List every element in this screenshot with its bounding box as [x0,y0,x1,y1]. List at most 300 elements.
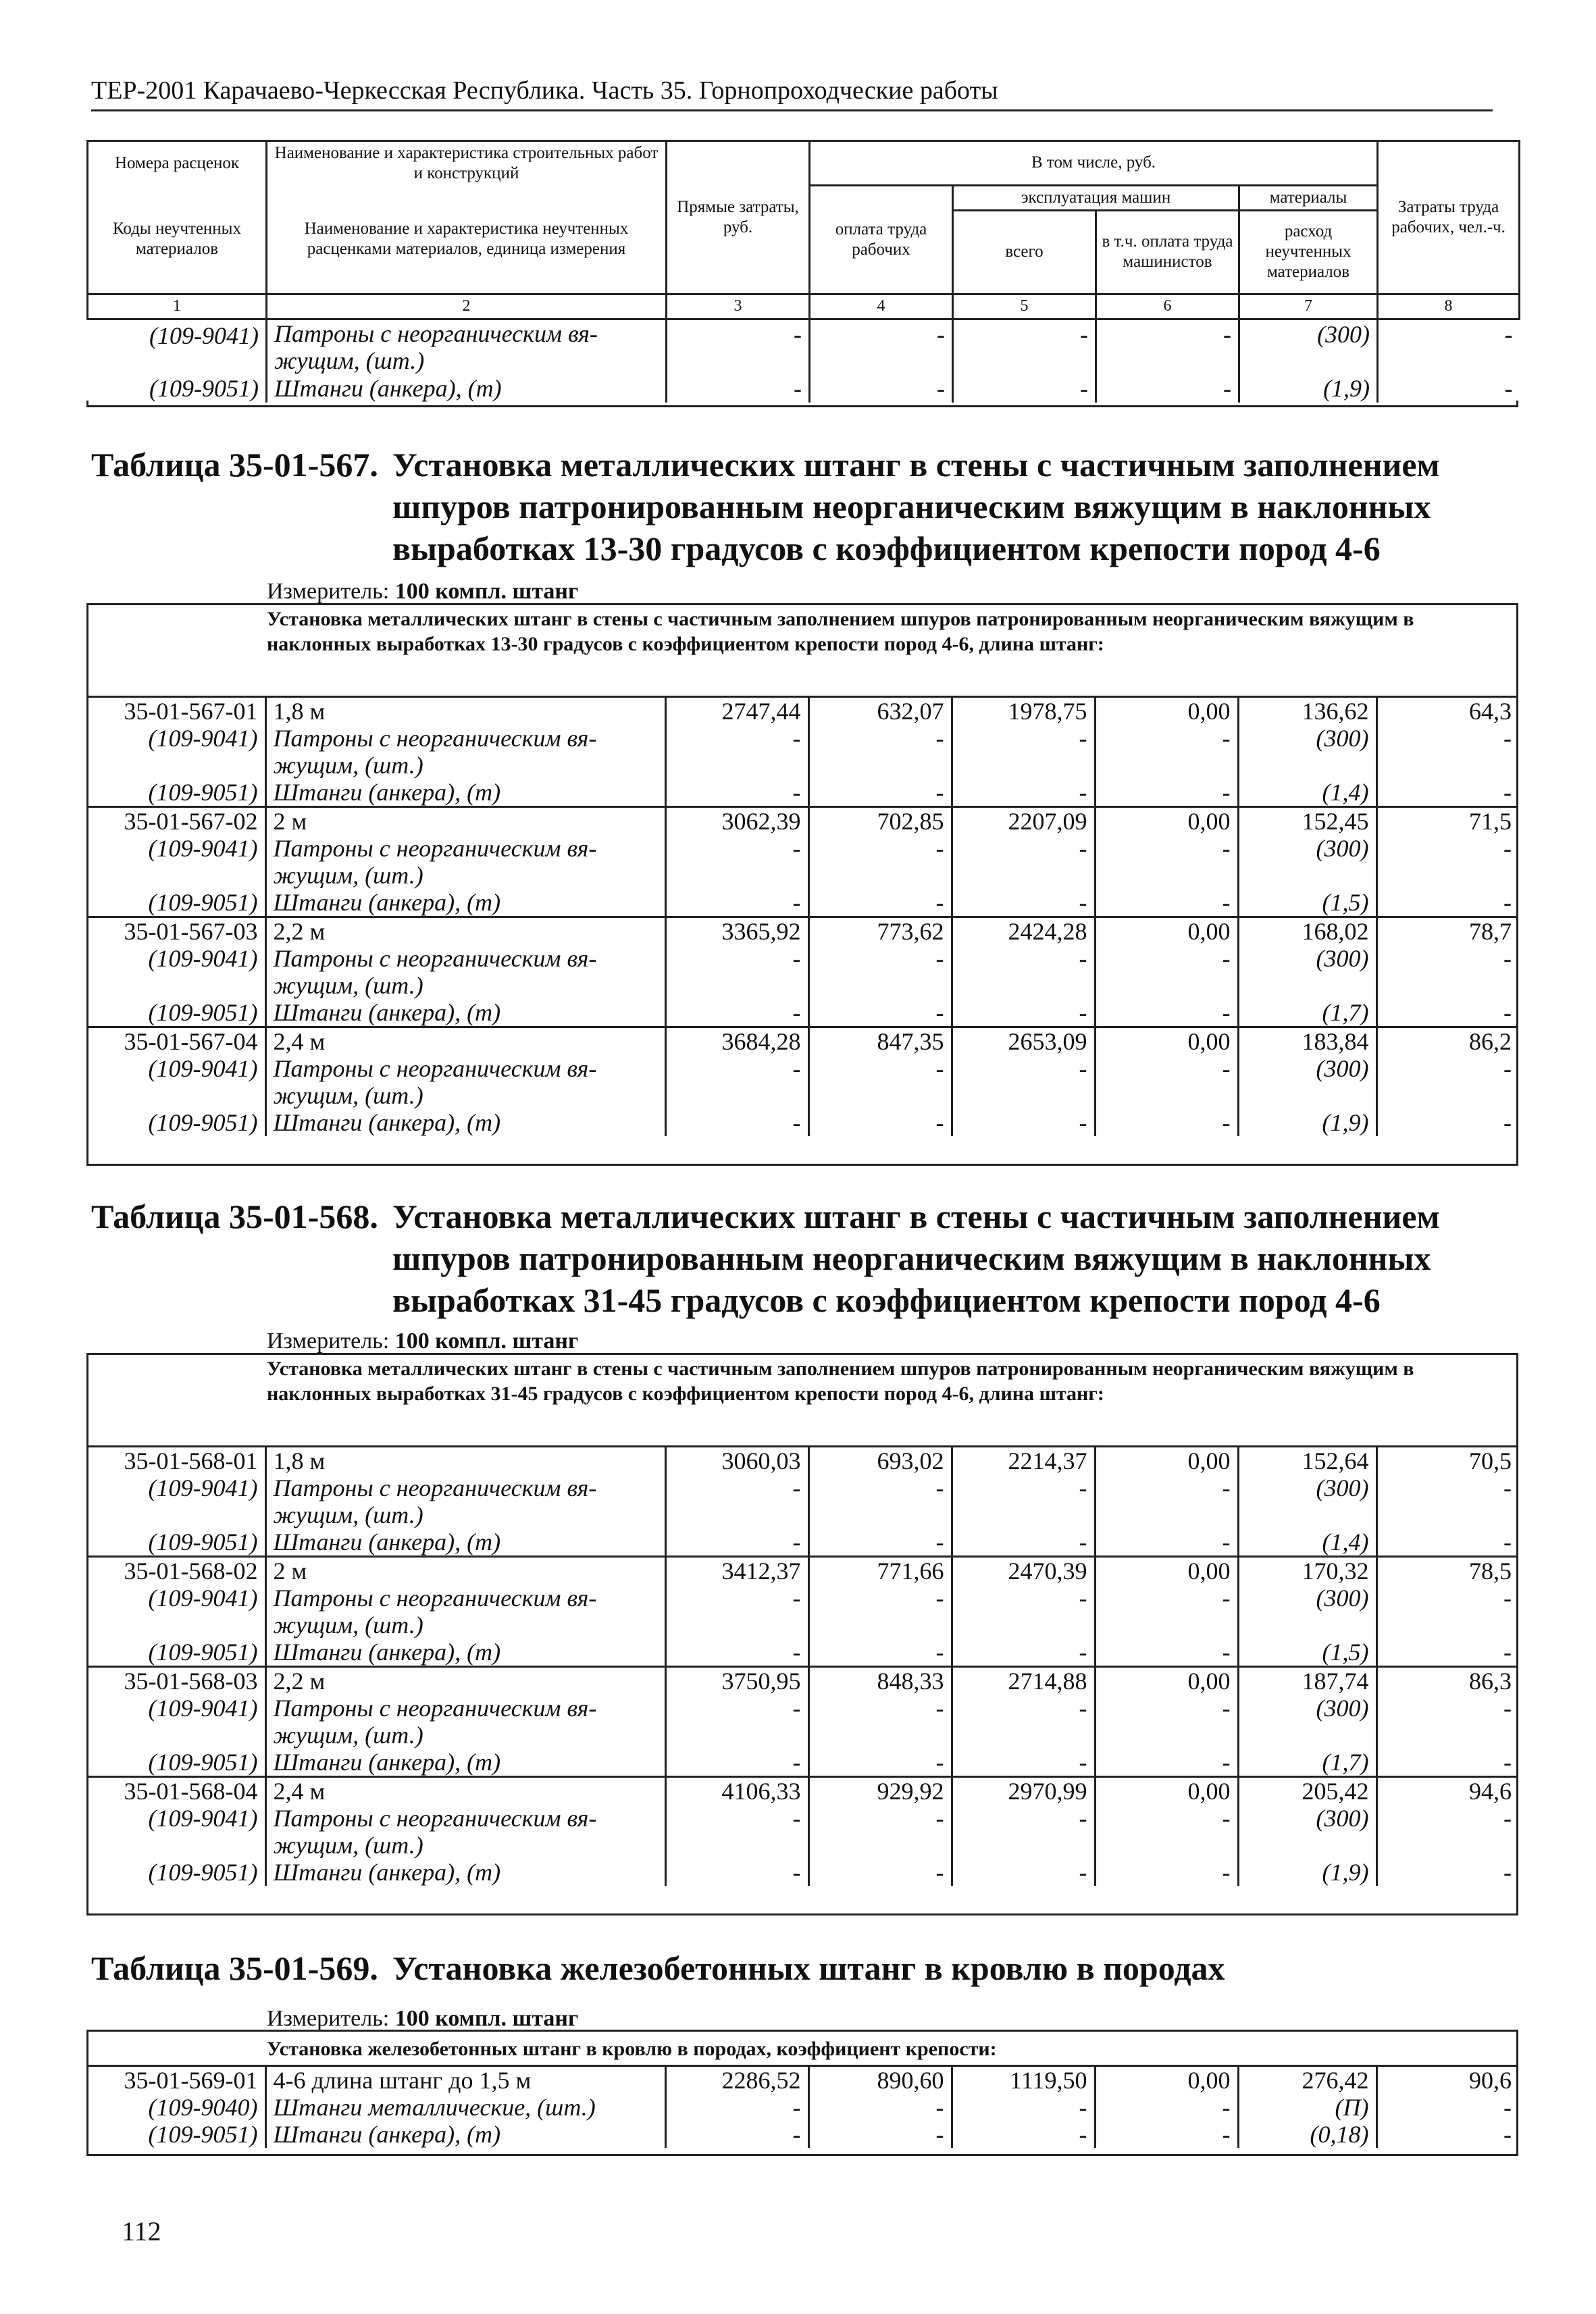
material-code: (109-9051) [149,374,259,402]
rate-row [86,697,1518,725]
material-code: (109-9041) [148,1695,258,1722]
cell-machines: 2207,09 [952,807,1095,835]
cell-worker-pay: - [808,1585,952,1639]
cell-labor: - [1376,2094,1518,2121]
cell-machinist: - [1095,1055,1238,1109]
material-row [86,1474,1518,1528]
rate-code: 35-01-568-04 [86,1777,265,1805]
cell-direct: 3750,95 [665,1667,808,1695]
cell-direct: - [665,2121,808,2148]
cell-machinist: - [1095,1474,1238,1528]
cell-machines: - [952,1639,1095,1667]
cell-material: (1,9) [1238,1859,1376,1886]
table-row [88,374,1520,403]
rate-name: 2,4 м [265,1777,665,1805]
material-name: Штанги (анкера), (т) [265,999,665,1027]
cell-material: (0,18) [1238,2121,1376,2148]
cell-machines: - [952,835,1095,889]
cell-direct: - [665,1695,808,1749]
rate-code: 35-01-567-01 [86,697,265,725]
rate-row [86,1557,1518,1585]
meter: Измеритель: 100 компл. штанг [267,579,579,604]
cell-worker-pay: - [808,999,952,1027]
cell-machinist: - [1095,1805,1238,1859]
material-name: Штанги (анкера), (т) [265,889,665,917]
cell-direct: - [665,835,808,889]
cell-machines: 2470,39 [952,1557,1095,1585]
cell-machinist: - [1095,945,1238,999]
cell-machines: 2970,99 [952,1777,1095,1805]
material-code: (109-9041) [148,725,258,752]
cell-direct: - [665,945,808,999]
cell-worker-pay: - [808,1109,952,1136]
cell-machinist: 0,00 [1095,807,1238,835]
cell-direct: 2747,44 [665,697,808,725]
cell-material: (1,9) [1238,1109,1376,1136]
cell-machines: - [952,889,1095,917]
cell-machines: - [952,1805,1095,1859]
col-materials: материалы [1239,185,1378,210]
table-subheading: Установка металлических штанг в стены с частичным заполнением шпуров патронированным неорганическим вяжущим в наклонных выработках 31-45 градусов с коэффициентом крепости пород 4-6, длина штанг: [267,1358,1414,1405]
cell-machinist: 0,00 [1095,697,1238,725]
cell-material: (1,4) [1238,1528,1376,1557]
cell-worker-pay: 702,85 [808,807,952,835]
material-code: (109-9051) [148,1749,258,1776]
material-row [86,889,1518,917]
cell-material: 152,45 [1238,807,1376,835]
cell-machinist: 0,00 [1095,917,1238,946]
section-rule [86,401,1518,407]
cell-material: 152,64 [1238,1447,1376,1475]
cell-material: 276,42 [1238,2066,1376,2094]
material-row [86,1749,1518,1777]
cell-labor: 86,2 [1376,1027,1518,1056]
cell-labor: - [1376,945,1518,999]
material-row [86,1639,1518,1667]
cell-machines: - [952,999,1095,1027]
cell-direct: 4106,33 [665,1777,808,1805]
material-code: (109-9051) [148,2121,258,2148]
cell-worker-pay: - [808,1749,952,1777]
cell-material: (300) [1238,1474,1376,1528]
cell-labor: - [1376,1639,1518,1667]
col-material-consumption: расход неучтенных материалов [1239,210,1378,294]
material-row [86,1859,1518,1886]
cell-direct: - [665,889,808,917]
cell-machinist: - [1095,1859,1238,1886]
cell-machinist: - [1095,779,1238,807]
cell-machines: - [952,2121,1095,2148]
cell-labor: 64,3 [1376,697,1518,725]
material-code: (109-9041) [148,945,258,972]
rates-table [86,2065,1518,2148]
material-code: (109-9040) [148,2094,258,2121]
material-name: Штанги (анкера), (т) [265,1109,665,1136]
cell-worker-pay: - [808,1805,952,1859]
cell-labor: - [1376,1528,1518,1557]
col-num-6: 6 [1096,294,1239,319]
table-label: Таблица 35-01-567. [91,446,378,484]
cell-machinist: - [1096,319,1239,374]
material-row [86,2121,1518,2148]
rate-name: 2,4 м [265,1027,665,1056]
cell-material: 168,02 [1238,917,1376,946]
cell-labor: - [1376,1695,1518,1749]
col-num-2: 2 [267,294,667,319]
cell-material: (П) [1238,2094,1376,2121]
cell-worker-pay: 773,62 [808,917,952,946]
table-title-text: Установка металлических штанг в стены с частичным заполнением шпуров патронированным неорганическим вяжущим в наклонных выработках 31-45 градусов с коэффициентом крепости пород 4-6 [392,1198,1440,1319]
material-name: Штанги (анкера), (т) [265,1859,665,1886]
page-header: ТЕР-2001 Карачаево-Черкесская Республика. Часть 35. Горнопроходческие работы [91,76,1493,111]
cell-machines: 2714,88 [952,1667,1095,1695]
cell-worker-pay: - [808,889,952,917]
cell-direct: 3060,03 [665,1447,808,1475]
cell-worker-pay: - [808,2094,952,2121]
col-work-name: Наименование и характеристика строительных работ и конструкций [267,141,667,186]
col-labor-costs: Затраты труда рабочих, чел.-ч. [1378,141,1520,294]
col-num-5: 5 [953,294,1096,319]
cell-machinist: - [1095,2094,1238,2121]
col-num-7: 7 [1239,294,1378,319]
cell-labor: - [1376,1109,1518,1136]
rate-row [86,1447,1518,1475]
cell-machines: - [953,319,1096,374]
meter: Измеритель: 100 компл. штанг [267,2006,579,2031]
col-num-1: 1 [88,294,267,319]
table-row [88,319,1520,374]
cell-worker-pay: - [808,1859,952,1886]
cell-labor: - [1376,889,1518,917]
rate-code: 35-01-567-04 [86,1027,265,1056]
cell-material: (300) [1238,1055,1376,1109]
cell-direct: - [665,2094,808,2121]
cell-material: (300) [1238,1695,1376,1749]
cell-machinist: - [1096,374,1239,403]
table-subheading: Установка железобетонных штанг в кровлю в породах, коэффициент крепости: [267,2038,997,2060]
cell-direct: - [665,1639,808,1667]
cell-machines: - [952,1859,1095,1886]
cell-material: (1,7) [1238,999,1376,1027]
cell-material: (300) [1238,1585,1376,1639]
cell-direct: - [667,319,810,374]
material-name: Патроны с неорганическим вя- жущим, (шт.) [265,1805,665,1859]
cell-direct: - [665,1528,808,1557]
cell-worker-pay: - [808,1695,952,1749]
cell-worker-pay: - [808,1528,952,1557]
material-row [86,1805,1518,1859]
cell-machines: 2214,37 [952,1447,1095,1475]
cell-machines: - [952,1109,1095,1136]
cell-labor: - [1376,1749,1518,1777]
material-name: Штанги металлические, (шт.) [265,2094,665,2121]
cell-material: (1,7) [1238,1749,1376,1777]
cell-machines: 1978,75 [952,697,1095,725]
cell-worker-pay: 848,33 [808,1667,952,1695]
material-row [86,1585,1518,1639]
material-name: Патроны с неорганическим вя- жущим, (шт.) [267,319,667,374]
rates-table [86,1445,1518,1886]
cell-direct: 2286,52 [665,2066,808,2094]
cell-direct: - [665,779,808,807]
cell-material: (1,5) [1238,1639,1376,1667]
material-row [86,2094,1518,2121]
rate-name: 1,8 м [265,1447,665,1475]
cell-machines: 1119,50 [952,2066,1095,2094]
cell-direct: 3684,28 [665,1027,808,1056]
material-name: Патроны с неорганическим вя- жущим, (шт.) [265,945,665,999]
cell-machinist: 0,00 [1095,1667,1238,1695]
cell-worker-pay: 890,60 [808,2066,952,2094]
material-name: Штанги (анкера), (т) [265,1528,665,1557]
col-material-name: Наименование и характеристика неучтенных расценками материалов, единица измерения [267,185,667,294]
cell-material: (1,9) [1239,374,1378,403]
cell-machinist: 0,00 [1095,1027,1238,1056]
cell-machinist: - [1095,1749,1238,1777]
cell-machinist: - [1095,1695,1238,1749]
rate-row [86,1027,1518,1056]
cell-material: 183,84 [1238,1027,1376,1056]
cell-machines: - [952,779,1095,807]
cell-machines: - [952,1695,1095,1749]
cell-machinist: 0,00 [1095,2066,1238,2094]
table-title-text: Установка металлических штанг в стены с частичным заполнением шпуров патронированным неорганическим вяжущим в наклонных выработках 13-30 градусов с коэффициентом крепости пород 4-6 [392,446,1440,567]
material-row [86,835,1518,889]
cell-worker-pay: - [808,1055,952,1109]
cell-direct: - [665,999,808,1027]
cell-direct: - [665,1859,808,1886]
cell-machines: 2653,09 [952,1027,1095,1056]
cell-direct: - [665,1055,808,1109]
cell-direct: 3412,37 [665,1557,808,1585]
material-name: Штанги (анкера), (т) [265,779,665,807]
cell-labor: - [1376,1474,1518,1528]
col-machines-total: всего [953,210,1096,294]
cell-direct: 3062,39 [665,807,808,835]
rate-code: 35-01-568-02 [86,1557,265,1585]
cell-material: 170,32 [1238,1557,1376,1585]
cell-machinist: - [1095,889,1238,917]
col-machines: эксплуатация машин [953,185,1239,210]
col-num-3: 3 [667,294,810,319]
cell-labor: - [1378,319,1520,374]
rate-row [86,1777,1518,1805]
col-rate-number: Номера расценок [88,141,267,186]
cell-machines: 2424,28 [952,917,1095,946]
rate-row [86,917,1518,946]
cell-material: 187,74 [1238,1667,1376,1695]
material-name: Патроны с неорганическим вя- жущим, (шт.) [265,1585,665,1639]
table-label: Таблица 35-01-569. [91,1949,378,1987]
cell-worker-pay: 693,02 [808,1447,952,1475]
material-name: Патроны с неорганическим вя- жущим, (шт.) [265,1474,665,1528]
cell-labor: - [1376,999,1518,1027]
table-subheading: Установка металлических штанг в стены с частичным заполнением шпуров патронированным неорганическим вяжущим в наклонных выработках 13-30 градусов с коэффициентом крепости пород 4-6, длина штанг: [267,608,1414,655]
cell-worker-pay: 929,92 [808,1777,952,1805]
cell-direct: - [667,374,810,403]
material-row [86,779,1518,807]
material-row [86,1695,1518,1749]
material-row [86,999,1518,1027]
cell-worker-pay: - [808,2121,952,2148]
cell-labor: - [1376,1585,1518,1639]
material-name: Штанги (анкера), (т) [265,2121,665,2148]
meter: Измеритель: 100 компл. штанг [267,1329,579,1354]
cell-labor: 90,6 [1376,2066,1518,2094]
material-name: Патроны с неорганическим вя- жущим, (шт.) [265,725,665,779]
material-code: (109-9051) [148,1639,258,1666]
cell-labor: 94,6 [1376,1777,1518,1805]
table-title-text: Установка железобетонных штанг в кровлю в породах [392,1949,1225,1987]
material-row [86,1055,1518,1109]
cell-worker-pay: 771,66 [808,1557,952,1585]
cell-material: (300) [1238,835,1376,889]
column-header-table [86,140,1520,403]
cell-machinist: 0,00 [1095,1557,1238,1585]
cell-labor: - [1378,374,1520,403]
cell-worker-pay: - [808,725,952,779]
cell-machines: - [952,1474,1095,1528]
cell-material: (1,5) [1238,889,1376,917]
cell-machines: - [952,1749,1095,1777]
cell-worker-pay: - [808,779,952,807]
cell-labor: - [1376,1055,1518,1109]
material-name: Патроны с неорганическим вя- жущим, (шт.) [265,1055,665,1109]
rate-code: 35-01-569-01 [86,2066,265,2094]
rate-row [86,807,1518,835]
cell-worker-pay: - [810,374,953,403]
material-name: Штанги (анкера), (т) [267,374,667,403]
cell-direct: - [665,1749,808,1777]
cell-labor: 70,5 [1376,1447,1518,1475]
material-code: (109-9051) [148,779,258,806]
material-code: (109-9041) [148,1474,258,1501]
cell-machinist: - [1095,1585,1238,1639]
cell-machinist: - [1095,725,1238,779]
cell-material: (1,4) [1238,779,1376,807]
material-name: Штанги (анкера), (т) [265,1749,665,1777]
col-num-8: 8 [1378,294,1520,319]
cell-worker-pay: - [810,319,953,374]
cell-machinist: 0,00 [1095,1777,1238,1805]
material-row [86,725,1518,779]
material-code: (109-9051) [148,1109,258,1136]
cell-machines: - [952,1528,1095,1557]
cell-labor: - [1376,835,1518,889]
material-code: (109-9051) [148,889,258,916]
col-direct-costs: Прямые затраты, руб. [667,141,810,294]
material-code: (109-9041) [148,835,258,862]
col-including: В том числе, руб. [810,141,1378,186]
cell-material: (300) [1239,319,1378,374]
cell-machines: - [952,1585,1095,1639]
cell-material: (300) [1238,945,1376,999]
cell-machinist: - [1095,999,1238,1027]
cell-labor: 86,3 [1376,1667,1518,1695]
cell-machinist: - [1095,1528,1238,1557]
cell-direct: - [665,1109,808,1136]
rate-row [86,1667,1518,1695]
cell-material: 205,42 [1238,1777,1376,1805]
col-worker-pay: оплата труда рабочих [810,185,953,294]
cell-machines: - [952,2094,1095,2121]
rate-name: 2 м [265,807,665,835]
table-label: Таблица 35-01-568. [91,1198,378,1235]
cell-direct: - [665,725,808,779]
rate-name: 2,2 м [265,917,665,946]
cell-labor: - [1376,725,1518,779]
rate-name: 4-6 длина штанг до 1,5 м [265,2066,665,2094]
cell-machinist: - [1095,2121,1238,2148]
rate-code: 35-01-568-01 [86,1447,265,1475]
cell-worker-pay: - [808,945,952,999]
cell-labor: - [1376,1805,1518,1859]
cell-machines: - [952,1055,1095,1109]
cell-direct: - [665,1805,808,1859]
col-machinist-pay: в т.ч. оплата труда машинистов [1096,210,1239,294]
rate-name: 2 м [265,1557,665,1585]
cell-labor: - [1376,1859,1518,1886]
rate-row [86,2066,1518,2094]
cell-machinist: - [1095,1639,1238,1667]
material-code: (109-9041) [148,1055,258,1082]
material-code: (109-9041) [149,322,259,349]
cell-direct: 3365,92 [665,917,808,946]
rate-name: 2,2 м [265,1667,665,1695]
material-name: Патроны с неорганическим вя- жущим, (шт.) [265,835,665,889]
rate-name: 1,8 м [265,697,665,725]
rates-table [86,696,1518,1136]
cell-labor: 78,7 [1376,917,1518,946]
cell-machinist: 0,00 [1095,1447,1238,1475]
rate-code: 35-01-568-03 [86,1667,265,1695]
cell-labor: - [1376,2121,1518,2148]
cell-worker-pay: - [808,835,952,889]
cell-worker-pay: - [808,1639,952,1667]
material-code: (109-9051) [148,1859,258,1886]
material-code: (109-9041) [148,1805,258,1832]
cell-material: (300) [1238,1805,1376,1859]
col-material-codes: Коды неучтенных материалов [88,185,267,294]
material-row [86,1528,1518,1557]
cell-worker-pay: 847,35 [808,1027,952,1056]
cell-material: 136,62 [1238,697,1376,725]
cell-labor: 71,5 [1376,807,1518,835]
cell-material: (300) [1238,725,1376,779]
page-number: 112 [122,2216,161,2246]
cell-direct: - [665,1585,808,1639]
material-code: (109-9041) [148,1585,258,1612]
material-row [86,945,1518,999]
cell-machines: - [953,374,1096,403]
cell-labor: 78,5 [1376,1557,1518,1585]
cell-worker-pay: - [808,1474,952,1528]
material-code: (109-9051) [148,1528,258,1555]
cell-machinist: - [1095,1109,1238,1136]
cell-machines: - [952,945,1095,999]
material-name: Патроны с неорганическим вя- жущим, (шт.) [265,1695,665,1749]
cell-machinist: - [1095,835,1238,889]
cell-worker-pay: 632,07 [808,697,952,725]
cell-labor: - [1376,779,1518,807]
cell-machines: - [952,725,1095,779]
material-name: Штанги (анкера), (т) [265,1639,665,1667]
cell-direct: - [665,1474,808,1528]
material-row [86,1109,1518,1136]
col-num-4: 4 [810,294,953,319]
material-code: (109-9051) [148,999,258,1026]
rate-code: 35-01-567-02 [86,807,265,835]
